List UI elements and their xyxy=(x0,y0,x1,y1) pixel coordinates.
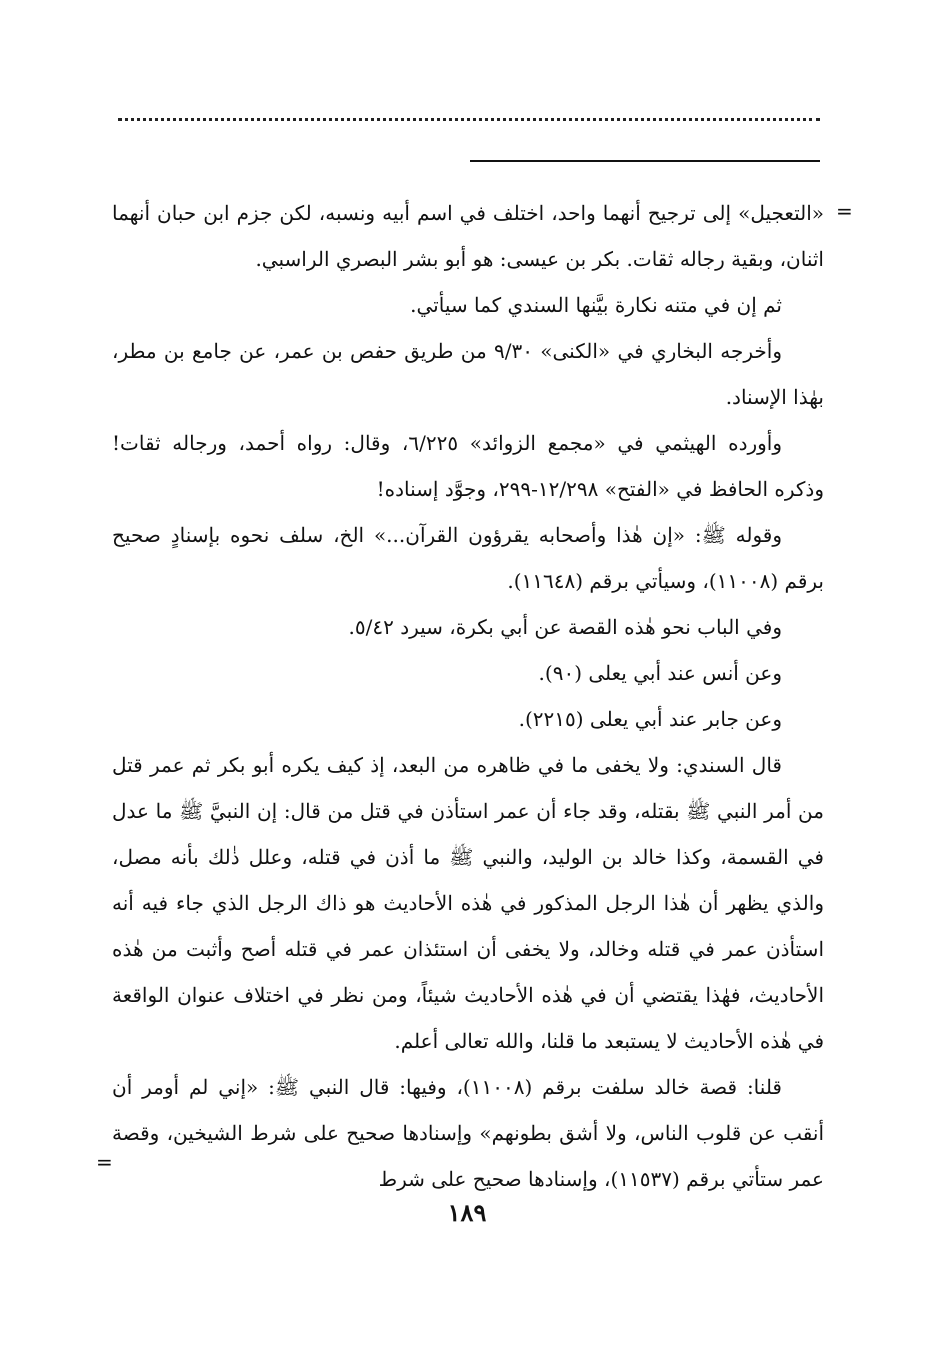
continuation-mark-top: = xyxy=(836,199,853,223)
paragraph-1: «التعجيل» إلى ترجيح أنهما واحد، اختلف في اسم أبيه ونسبه، لكن جزم ابن حبان أنهما اثنان، وبقية رجاله ثقات. بكر بن عيسى: هو أبو بشر البصري الراسبي. xyxy=(112,201,824,271)
paragraph-2: ثم إن في متنه نكارة بيَّنها السندي كما سيأتي. xyxy=(410,293,782,317)
paragraph-10: قلنا: قصة خالد سلفت برقم (١١٠٠٨)، وفيها: قال النبي ﷺ: «إني لم أومر أن أنقب عن قلوب الناس، ولا أشق بطونهم» وإسنادها صحيح على شرط الشيخين، وقصة عمر ستأتي برقم (١١٥٣٧)، وإسنادها صحيح على شرط xyxy=(112,1075,824,1191)
paragraph-9: قال السندي: ولا يخفى ما في ظاهره من البعد، إذ كيف يكره أبو بكر ثم عمر قتل من أمر النبي ﷺ بقتله، وقد جاء أن عمر استأذن في قتل من قال: إن النبيَّ ﷺ ما عدل في القسمة، وكذا خالد بن الوليد، والنبي ﷺ ما أذن في قتله، وعلل ذٰلك بأنه مصل، والذي يظهر أن هٰذا الرجل المذكور في هٰذه الأحاديث هو ذاك الرجل الذي جاء فيه أنه استأذن عمر في قتله وخالد، ولا يخفى أن استئذان عمر في قتله أصح وأثبت من هٰذه الأحاديث، فهٰذا يقتضي أن في هٰذه الأحاديث شيئاً، ومن نظر في اختلاف عنوان الواقعة في هٰذه الأحاديث لا يستبعد ما قلنا، والله تعالى أعلم. xyxy=(112,753,824,1053)
dotted-separator xyxy=(118,118,820,133)
footnote-rule xyxy=(470,160,820,162)
paragraph-5: وقوله ﷺ: «إن هٰذا وأصحابه يقرؤون القرآن...» الخ، سلف نحوه بإسنادٍ صحيح برقم (١١٠٠٨)، وسيأتي برقم (١١٦٤٨). xyxy=(112,523,824,593)
paragraph-4: وأورده الهيثمي في «مجمع الزوائد» ٦/٢٢٥، وقال: رواه أحمد، ورجاله ثقات! وذكره الحافظ في «الفتح» ١٢/٢٩٨-٢٩٩، وجوَّد إسناده! xyxy=(112,431,824,501)
paragraph-7: وعن أنس عند أبي يعلى (٩٠). xyxy=(538,661,782,685)
continuation-mark-bottom: = xyxy=(96,1150,113,1174)
page-number: ١٨٩ xyxy=(447,1198,487,1227)
paragraph-6: وفي الباب نحو هٰذه القصة عن أبي بكرة، سيرد ٥/٤٢. xyxy=(348,615,782,639)
footnote-body xyxy=(112,190,824,1202)
paragraph-8: وعن جابر عند أبي يعلى (٢٢١٥). xyxy=(518,707,782,731)
paragraph-3: وأخرجه البخاري في «الكنى» ٩/٣٠ من طريق حفص بن عمر، عن جامع بن مطر، بهٰذا الإسناد. xyxy=(112,339,824,409)
